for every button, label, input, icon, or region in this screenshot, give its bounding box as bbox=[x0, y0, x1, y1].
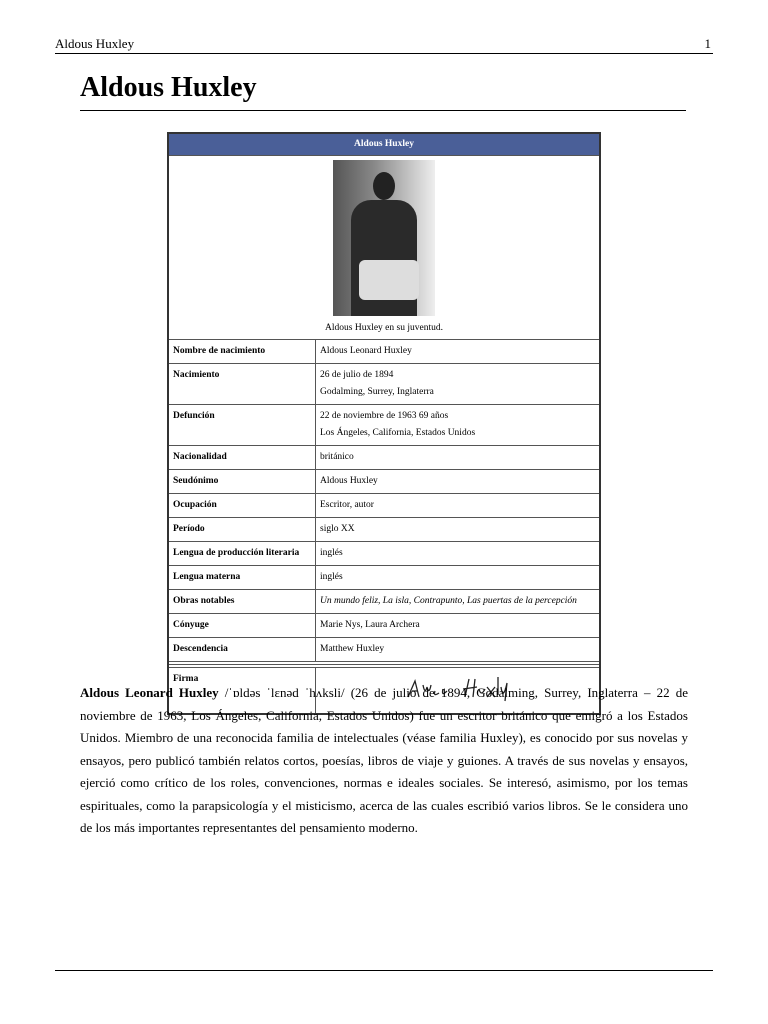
infobox bbox=[167, 132, 601, 715]
infobox-value-line2: Los Ángeles, California, Estados Unidos bbox=[320, 428, 476, 438]
infobox-row bbox=[168, 638, 600, 662]
infobox-value: Un mundo feliz, La isla, Contrapunto, Las puertas de la percepción bbox=[320, 596, 577, 606]
infobox-label: Ocupación bbox=[168, 494, 316, 518]
infobox-label: Obras notables bbox=[168, 590, 316, 614]
infobox-label: Período bbox=[168, 518, 316, 542]
infobox-label: Lengua de producción literaria bbox=[168, 542, 316, 566]
infobox-row bbox=[168, 614, 600, 638]
page-number: 1 bbox=[704, 36, 711, 51]
infobox-value: Aldous Huxley bbox=[320, 476, 378, 486]
infobox-value: inglés bbox=[320, 572, 343, 582]
infobox-label: Descendencia bbox=[168, 638, 316, 662]
infobox-row bbox=[168, 590, 600, 614]
infobox-label: Defunción bbox=[168, 405, 316, 446]
intro-paragraph bbox=[80, 682, 688, 840]
infobox-heading: Aldous Huxley bbox=[168, 133, 600, 156]
infobox-value: Aldous Leonard Huxley bbox=[320, 346, 412, 356]
intro-text: /ˈɒldəs ˈlɛnəd ˈhʌksli/ (26 de julio de 1894, Godalming, Surrey, Inglaterra – 22 de noviembre de 1963, Los Ángeles, California, Estados Unidos) fue un escritor británico que emigró a los Estados Unidos. Miembro de una reconocida familia de intelectuales (véase familia Huxley), es conocido por sus novelas y ensayos, pero publicó también relatos cortos, poesías, libros de viaje y guiones. A través de sus novelas y ensayos, ejerció como crítico de los roles, convenciones, normas e ideales sociales. Se interesó, asimismo, por los temas espirituales, como la parapsicología y el misticismo, acerca de las cuales escribió varios libros. Se le considera uno de los más importantes representantes del pensamiento moderno. bbox=[80, 685, 688, 835]
infobox-row bbox=[168, 470, 600, 494]
infobox-value: Matthew Huxley bbox=[320, 644, 385, 654]
infobox-label: Nombre de nacimiento bbox=[168, 340, 316, 364]
infobox-label: Cónyuge bbox=[168, 614, 316, 638]
infobox-label: Seudónimo bbox=[168, 470, 316, 494]
running-header-title: Aldous Huxley bbox=[55, 36, 135, 51]
infobox-value: siglo XX bbox=[320, 524, 355, 534]
infobox-label: Nacimiento bbox=[168, 364, 316, 405]
infobox-row bbox=[168, 405, 600, 446]
photo-caption: Aldous Huxley en su juventud. bbox=[325, 323, 443, 333]
infobox-value: británico bbox=[320, 452, 354, 462]
infobox-value: 26 de julio de 1894 bbox=[320, 370, 394, 380]
infobox-value-line2: Godalming, Surrey, Inglaterra bbox=[320, 387, 434, 397]
infobox-value: Escritor, autor bbox=[320, 500, 374, 510]
portrait-photo bbox=[333, 160, 435, 316]
title-divider bbox=[80, 110, 686, 111]
infobox-value: 22 de noviembre de 1963 69 años bbox=[320, 411, 449, 421]
signature-label: Firma bbox=[168, 668, 316, 715]
subject-name: Aldous Leonard Huxley bbox=[80, 685, 219, 700]
infobox-row bbox=[168, 446, 600, 470]
infobox-value: Marie Nys, Laura Archera bbox=[320, 620, 420, 630]
infobox-row bbox=[168, 566, 600, 590]
infobox-row bbox=[168, 340, 600, 364]
infobox-value: inglés bbox=[320, 548, 343, 558]
infobox-row bbox=[168, 542, 600, 566]
infobox-row bbox=[168, 364, 600, 405]
infobox-label: Lengua materna bbox=[168, 566, 316, 590]
infobox-row bbox=[168, 518, 600, 542]
infobox-label: Nacionalidad bbox=[168, 446, 316, 470]
header-divider bbox=[55, 53, 713, 54]
footer-divider bbox=[55, 970, 713, 971]
page-title: Aldous Huxley bbox=[80, 72, 257, 103]
infobox-row bbox=[168, 494, 600, 518]
